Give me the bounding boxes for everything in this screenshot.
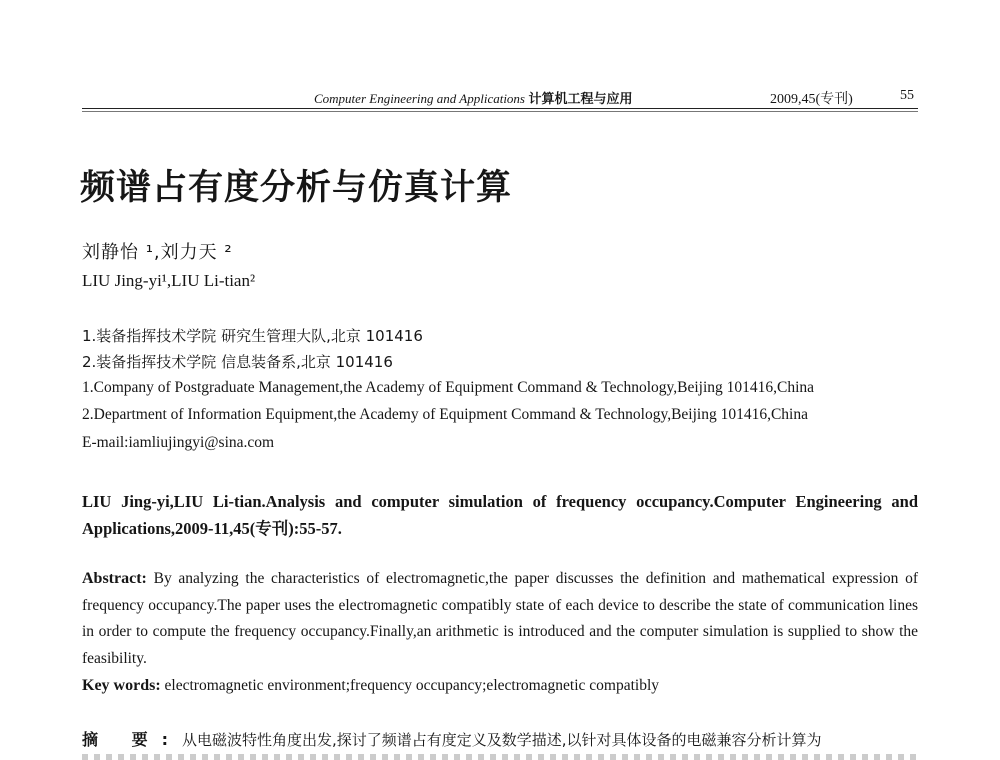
- keywords-text: electromagnetic environment;frequency occupancy;electromagnetic compatibly: [164, 677, 660, 694]
- affiliation-1-en: 1.Company of Postgraduate Management,the Academy of Equipment Command & Technology,Beijing 101416,China: [82, 379, 815, 396]
- page-number: 55: [900, 88, 914, 103]
- abstract-label: Abstract:: [82, 570, 147, 587]
- abstract-cn-label: 摘 要:: [82, 730, 182, 749]
- journal-name: [314, 88, 633, 108]
- author-email: E-mail:iamliujingyi@sina.com: [82, 434, 275, 451]
- issue-info: 2009,45(专刊): [770, 92, 853, 107]
- header-rule-thin: [82, 111, 918, 112]
- authors-cn: 刘静怡 ¹,刘力天 ²: [82, 242, 233, 263]
- abstract: [82, 566, 918, 672]
- abstract-text: By analyzing the characteristics of electromagnetic,the paper discusses the definition and mathematical expression of frequency occupancy.The paper uses the electromagnetic compatibly state of each device to describe the state of communication lines in order to compute the frequency occupancy.Finally,an arithmetic is introduced and the computer simulation is supplied to show the feasibility.: [82, 570, 919, 667]
- citation: LIU Jing-yi,LIU Li-tian.Analysis and computer simulation of frequency occupancy.Computer Engineering and Applications,2009-11,45(专刊):55-57.: [82, 492, 918, 538]
- affiliation-1-cn: 1.装备指挥技术学院 研究生管理大队,北京 101416: [82, 327, 423, 345]
- header-rule: [82, 108, 918, 109]
- journal-name-en: Computer Engineering and Applications: [314, 91, 525, 106]
- affiliation-2-en: 2.Department of Information Equipment,the Academy of Equipment Command & Technology,Beijing 101416,China: [82, 406, 808, 423]
- cut-off-text-line: [82, 754, 918, 760]
- keywords-label: Key words:: [82, 677, 161, 694]
- journal-name-cn: 计算机工程与应用: [528, 92, 633, 107]
- abstract-cn-text: 从电磁波特性角度出发,探讨了频谱占有度定义及数学描述,以针对具体设备的电磁兼容分析计算为: [181, 731, 822, 749]
- paper-title: 频谱占有度分析与仿真计算: [80, 167, 513, 208]
- running-header: [82, 86, 918, 110]
- affiliation-2-cn: 2.装备指挥技术学院 信息装备系,北京 101416: [82, 353, 393, 371]
- keywords: [82, 677, 918, 695]
- abstract-cn: [82, 727, 918, 750]
- authors-en: LIU Jing-yi¹,LIU Li-tian²: [82, 271, 256, 290]
